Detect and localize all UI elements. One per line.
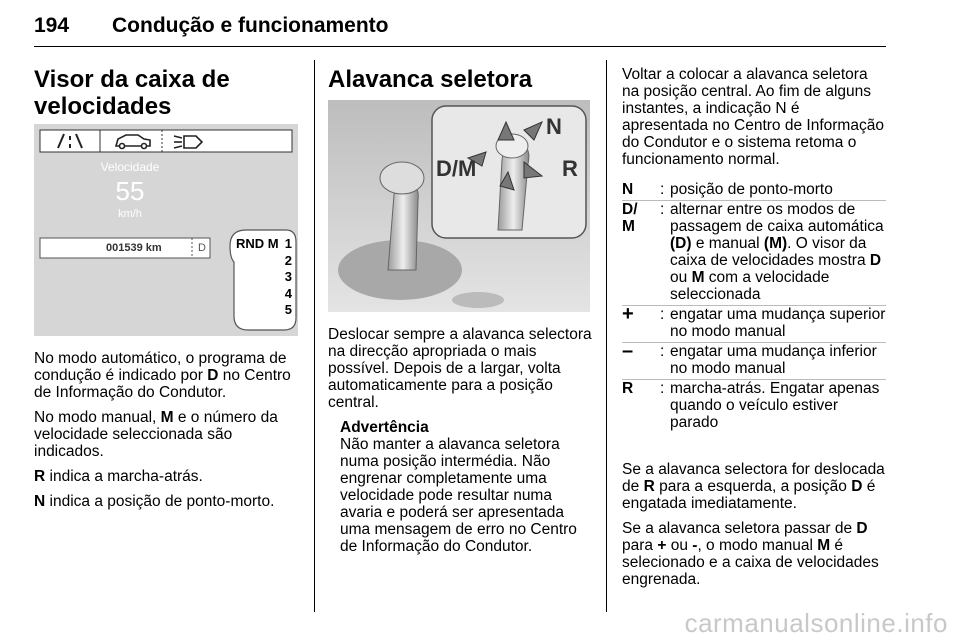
colon: : [660,343,665,360]
header-rule [34,46,886,47]
text-bold: R [34,468,46,485]
label-n: N [546,114,562,139]
definition [670,201,886,303]
def-row-minus [622,342,886,377]
heading-selector-lever: Alavanca seletora [328,66,533,93]
gear-4: 4 [284,285,292,301]
def-row-r [622,379,886,431]
text: e o número da velocidade seleccionada são indicados. [34,409,278,460]
text: e manual [691,235,764,252]
term: N [622,181,634,198]
col1-body [34,350,304,518]
label-r: R [562,156,578,181]
definition: engatar uma mudança superior no modo manual [670,306,886,340]
column-divider-1 [314,60,315,612]
gear-1: 1 [284,236,292,251]
text-bold: N [34,493,46,510]
text-bold: + [657,537,667,554]
text: Se a alavanca seletora passar de [622,520,857,537]
text: Se a alavanca selectora for deslocada de [622,461,885,495]
warning-box [340,419,594,555]
text: é selecionado e a caixa de velocidades engrenada. [622,537,879,588]
text-bold: D [207,367,219,384]
text-bold: - [692,537,698,554]
paragraph [34,350,304,401]
display-label: Velocidade [100,160,160,174]
section-title: Condução e funcionamento [112,14,389,37]
col3-body [622,461,886,596]
paragraph: Deslocar sempre a alavanca selectora na direcção apropriada o mais possível. Depois de a largar, volta automaticamente para a posição central. [328,326,592,411]
gearbox-display-figure [34,124,298,336]
col2-body [328,326,594,555]
text-bold: (D) [670,235,692,252]
text: ou [666,537,693,554]
text: no Centro de Informação do Condutor. [34,367,291,401]
gear-list [278,236,292,319]
heading-gearbox-display [34,66,304,120]
text: ou [670,269,692,286]
text-bold: M [160,409,174,426]
paragraph [622,520,886,588]
paragraph [622,461,886,512]
paragraph [34,468,304,485]
plus-icon: + [622,303,634,325]
colon: : [660,201,665,218]
text: é engatada imediatamente. [622,478,876,512]
heading-line-1: Visor da caixa de [34,66,230,93]
paragraph [34,493,304,510]
text-bold: D [851,478,863,495]
def-row-plus [622,305,886,340]
label-dm: D/M [436,156,477,181]
def-row-dm [622,200,886,303]
definition: marcha-atrás. Engatar apenas quando o veículo estiver parado [670,380,880,431]
gear-2: 2 [284,252,292,268]
text: No modo manual, [34,409,161,426]
text-bold: M [691,269,705,286]
heading-line-2: velocidades [34,93,172,120]
text-bold: D [869,252,882,269]
definition: engatar uma mudança inferior no modo manual [670,343,877,377]
watermark: carmanualsonline.info [684,608,948,638]
definition: posição de ponto-morto [670,181,833,198]
text-bold: M [817,537,831,554]
callout-modes: RND M [236,236,279,251]
col3-intro: Voltar a colocar a alavanca seletora na posição central. Ao fim de alguns instantes, a indicação N é apresentada no Centro de Informação do Condutor e o sistema retoma o funcionamento normal. [622,66,884,168]
gear-5: 5 [284,302,292,317]
minus-icon: – [622,340,634,362]
text: para [622,537,658,554]
paragraph [34,409,304,460]
column-divider-2 [606,60,607,612]
speed-value: 55 [115,176,145,206]
text: para a esquerda, a posição [654,478,852,495]
page-number: 194 [34,14,70,37]
def-row-n [622,181,886,198]
text: indica a posição de ponto-morto. [45,493,275,510]
colon: : [660,181,665,198]
warning-title: Advertência [340,419,429,436]
term: R [622,380,634,397]
gear-3: 3 [284,269,292,284]
selector-lever-figure [328,100,590,312]
text: indica a marcha-atrás. [45,468,203,485]
text-bold: D [856,520,868,537]
speed-unit: km/h [118,208,142,220]
text-bold: (M) [763,235,788,252]
text: No modo automático, o programa de condução é indicado por [34,350,287,384]
warning-text: Não manter a alavanca seletora numa posição intermédia. Não engrenar completamente uma velocidade pode resultar numa avaria e poderá ser apresentada uma mensagem de erro no Centro de Informação do Condutor. [340,436,577,555]
odometer: 001539 km [106,242,162,254]
colon: : [660,380,665,397]
text: com a velocidade seleccionada [670,269,830,303]
text: . O visor da caixa de velocidades mostra [670,235,870,269]
text-bold: R [643,478,655,495]
definition-list [622,181,886,431]
text: alternar entre os modos de passagem de caixa automática [670,201,884,235]
colon: : [660,306,665,323]
gear-indicator: D [198,242,206,254]
term: D/ M [622,201,638,235]
text: , o modo manual [697,537,818,554]
